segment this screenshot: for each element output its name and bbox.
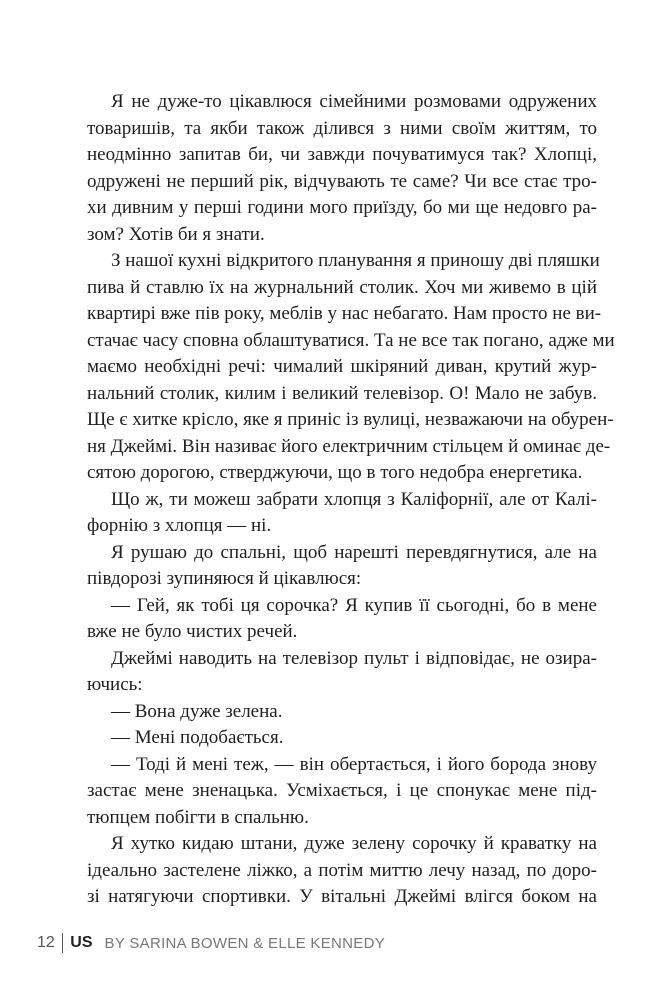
text-line: хи дивним у перші години мого приїзду, бо ми ще недовго ра-: [87, 197, 597, 218]
text-line: Я рушаю до спальні, щоб нарешті перевдягнутися, але на: [111, 541, 597, 563]
paragraph: [87, 540, 597, 593]
paragraph: [87, 646, 597, 699]
book-title: US: [70, 934, 93, 951]
book-authors: BY SARINA BOWEN & ELLE KENNEDY: [104, 934, 386, 952]
text-line: одружені не перший рік, відчувають те саме? Чи все стає тро-: [87, 170, 597, 192]
paragraph: [87, 248, 615, 487]
text-line: — Мені подобається.: [111, 727, 284, 748]
text-line: Джеймі наводить на телевізор пульт і відповідає, не озира-: [111, 647, 597, 669]
paragraph: [87, 699, 597, 726]
text-line: ідеально застелене ліжко, а потім миттю лечу назад, по доро-: [87, 859, 597, 881]
text-line: маємо необхідні речі: чималий шкіряний диван, крутий жур-: [87, 356, 597, 377]
text-line: Я не дуже-то цікавлюся сімейними розмовами одружених: [111, 91, 597, 112]
text-line: — Тоді й мені теж, — він обертається, і його борода знову: [111, 753, 597, 775]
text-line: ня Джеймі. Він називає його електричним стільцем й оминає де-: [87, 435, 611, 457]
page-number: 12: [37, 934, 55, 951]
text-line: нальний столик, килим і великий телевізор. О! Мало не забув.: [87, 382, 597, 404]
text-line: Що ж, ти можеш забрати хлопця з Каліфорнії, але от Калі-: [111, 488, 597, 510]
text-line: зі натягуючи спортивки. У вітальні Джеймі влігся боком на: [87, 886, 597, 907]
text-line: вже не було чистих речей.: [87, 621, 298, 642]
paragraph: [87, 725, 597, 752]
text-line: неодмінно запитав би, чи завжди почуватимуся так? Хлопці,: [87, 144, 597, 165]
paragraph: [87, 593, 597, 646]
text-line: — Вона дуже зелена.: [111, 700, 283, 722]
footer-divider: [62, 933, 64, 953]
text-line: півдорозі зупиняюся й цікавлюся:: [87, 568, 362, 589]
text-line: ючись:: [87, 674, 143, 695]
text-line: товаришів, та якби також ділився з ними своїм життям, то: [87, 117, 597, 139]
text-line: Я хутко кидаю штани, дуже зелену сорочку й краватку на: [111, 833, 597, 854]
paragraph: [87, 89, 597, 248]
text-line: сятою дорогою, стверджуючи, що в того недобра енергетика.: [87, 462, 583, 483]
page-footer: [37, 933, 385, 953]
text-line: квартирі вже пів року, меблів у нас небагато. Нам просто не ви-: [87, 303, 602, 324]
text-line: форнію з хлопця — ні.: [87, 515, 272, 536]
text-line: стачає часу сповна облаштуватися. Та не все так погано, адже ми: [87, 329, 615, 351]
text-line: зом? Хотів би я знати.: [87, 223, 265, 245]
body-text: [87, 89, 615, 911]
text-line: пива й ставлю їх на журнальний столик. Хоч ми живемо в цій: [87, 276, 597, 298]
paragraph: [87, 487, 597, 540]
text-line: Ще є хитке крісло, яке я приніс із вулиці, незважаючи на обурен-: [87, 409, 614, 430]
paragraph: [87, 831, 597, 911]
text-line: З нашої кухні відкритого планування я приношу дві пляшки: [111, 250, 600, 271]
text-line: тюпцем побігти в спальню.: [87, 806, 309, 828]
text-line: застає мене зненацька. Усміхається, і це спонукає мене під-: [87, 780, 597, 801]
text-line: — Гей, як тобі ця сорочка? Я купив її сьогодні, бо в мене: [111, 594, 597, 616]
paragraph: [87, 752, 597, 832]
